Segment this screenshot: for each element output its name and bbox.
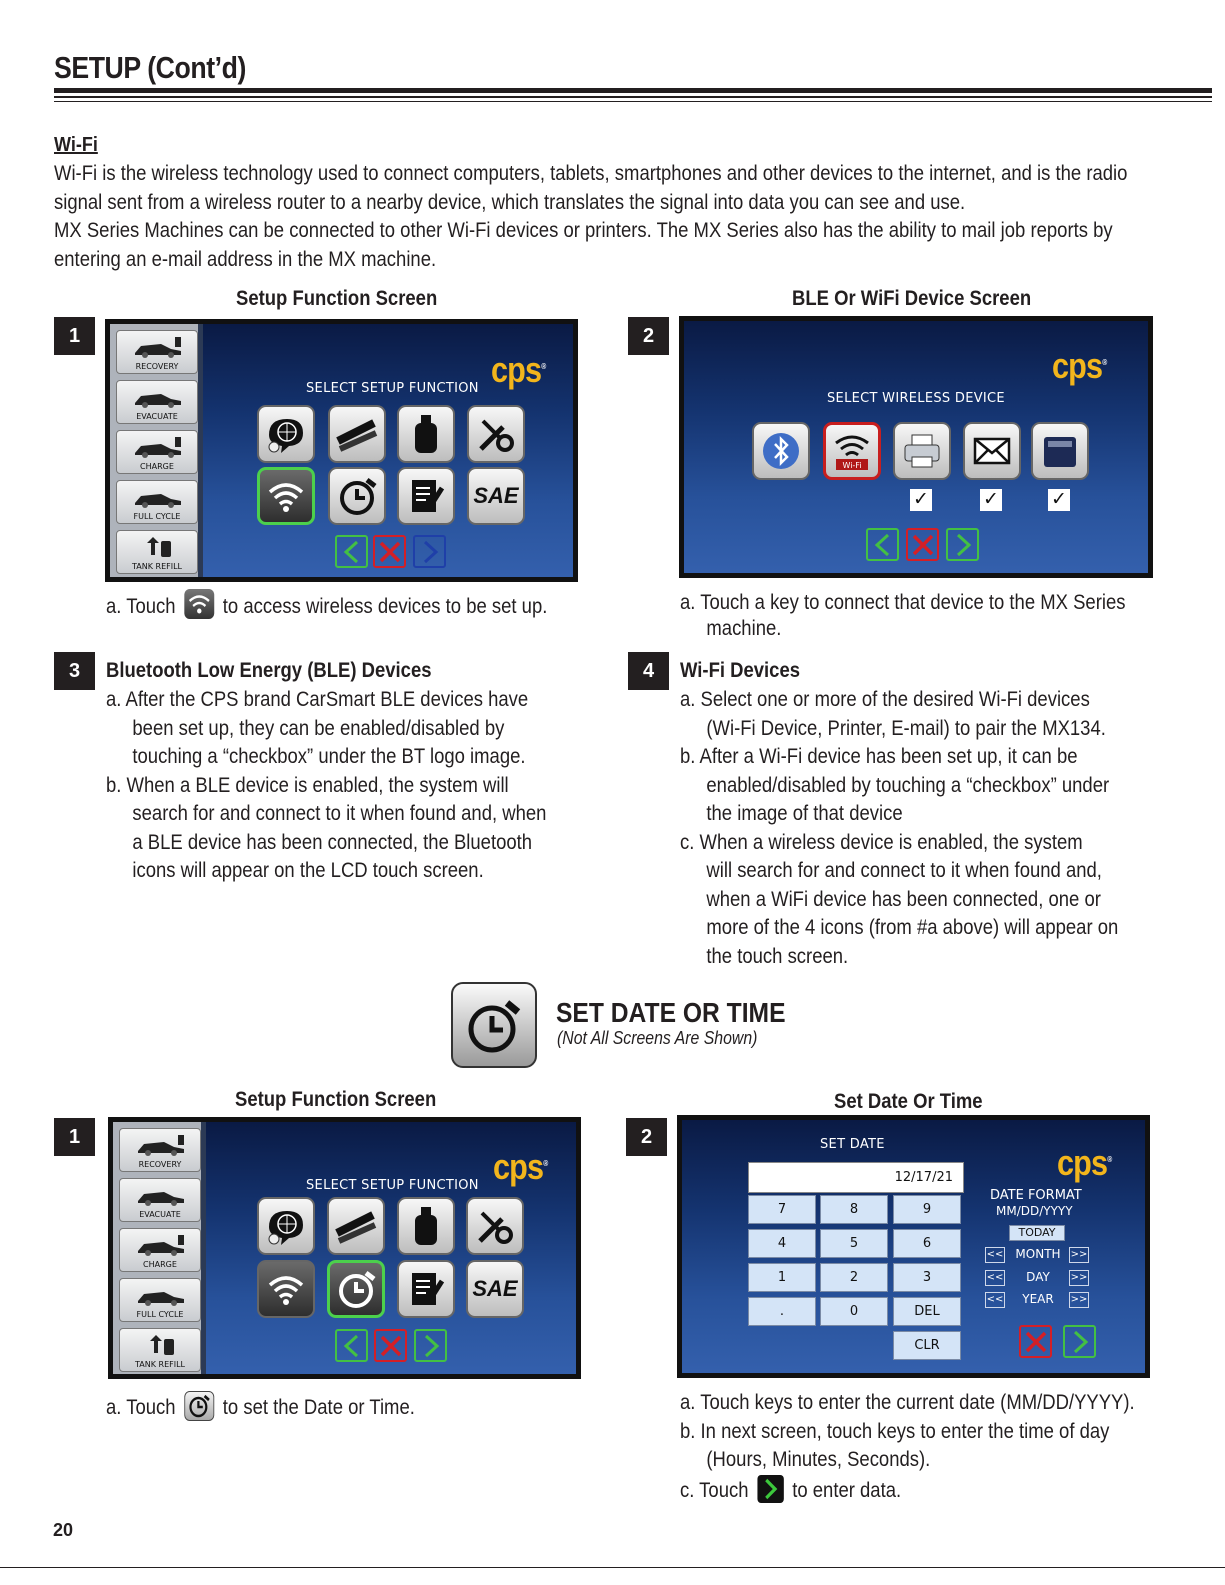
panel3-number-badge: 1 (54, 1118, 95, 1156)
key-5[interactable]: 5 (820, 1229, 888, 1258)
header-rule-thick (54, 88, 1212, 93)
enter-button[interactable] (1063, 1325, 1096, 1358)
screen-header: SET DATE (820, 1137, 885, 1152)
year-prev-button[interactable]: << (985, 1292, 1005, 1308)
panel1-step-a: a. Touch to access wireless devices to be set up. (106, 589, 547, 622)
date-time-large-icon (451, 982, 537, 1068)
hoses-icon[interactable] (328, 405, 386, 463)
panel4-caption: Set Date Or Time (834, 1090, 983, 1113)
screen-header: SELECT WIRELESS DEVICE (827, 391, 1005, 406)
panel2-number-badge: 2 (628, 317, 669, 355)
car-icon (134, 1183, 188, 1207)
set-date-screen (677, 1115, 1150, 1378)
key-3[interactable]: 3 (893, 1263, 961, 1292)
cps-logo: cps® (491, 349, 546, 390)
cps-logo: cps® (493, 1146, 548, 1187)
date-time-subtitle: (Not All Screens Are Shown) (557, 1028, 758, 1048)
wifi-device-icon[interactable] (823, 422, 881, 480)
cps-logo: cps® (1057, 1142, 1112, 1183)
panel2-caption: BLE Or WiFi Device Screen (792, 287, 1032, 310)
side-panel (113, 1122, 206, 1374)
car-icon (134, 1133, 188, 1157)
tools-icon[interactable] (467, 405, 525, 463)
full-cycle-button[interactable]: FULL CYCLE (119, 1278, 201, 1322)
wifi-paragraph-2: MX Series Machines can be connected to other Wi-Fi devices or printers. The MX Series also has the ability to mail job reports by entering an e-mail address in the MX machine. (54, 219, 1113, 271)
wifi-icon[interactable] (257, 1260, 315, 1318)
cancel-button[interactable] (906, 528, 939, 561)
panel2-step-a: a. Touch a key to connect that device to the MX Series machine. (680, 591, 1126, 640)
footer-rule (0, 1567, 1225, 1568)
day-next-button[interactable]: >> (1069, 1270, 1089, 1286)
today-button[interactable]: TODAY (1009, 1225, 1065, 1241)
key-2[interactable]: 2 (820, 1263, 888, 1292)
car-icon (131, 485, 185, 509)
cancel-button[interactable] (374, 1329, 407, 1362)
notes-icon[interactable] (397, 1260, 455, 1318)
key-0[interactable]: 0 (820, 1297, 888, 1326)
tank-icon[interactable] (397, 405, 455, 463)
evacuate-button[interactable]: EVACUATE (119, 1178, 201, 1222)
month-next-button[interactable]: >> (1069, 1247, 1089, 1263)
email-checkbox[interactable]: ✓ (980, 489, 1002, 511)
panel4-steps: a. Touch keys to enter the current date (MM/DD/YYYY). b. In next screen, touch keys to enter the time of day (Hours, Minutes, Seconds). c. Touch to enter data. (680, 1391, 1135, 1502)
panel3-caption: Setup Function Screen (235, 1088, 437, 1111)
day-prev-button[interactable]: << (985, 1270, 1005, 1286)
notes-icon[interactable] (397, 467, 455, 525)
printer-icon[interactable] (893, 422, 951, 480)
key-1[interactable]: 1 (748, 1263, 816, 1292)
key-6[interactable]: 6 (893, 1229, 961, 1258)
charge-button[interactable]: CHARGE (116, 430, 198, 474)
recovery-button[interactable]: RECOVERY (119, 1128, 201, 1172)
cancel-button[interactable] (1019, 1325, 1052, 1358)
report-printer-checkbox[interactable]: ✓ (1048, 489, 1070, 511)
wifi-icon (184, 589, 214, 619)
key-9[interactable]: 9 (893, 1195, 961, 1224)
clock-icon[interactable] (327, 1260, 385, 1318)
tank-refill-icon (131, 535, 185, 559)
key-clr[interactable]: CLR (893, 1331, 961, 1360)
panel1-number-badge: 1 (54, 317, 95, 355)
clock-icon (184, 1391, 214, 1421)
wireless-device-screen (679, 316, 1153, 578)
key-7[interactable]: 7 (748, 1195, 816, 1224)
header-rule-thin (54, 96, 1212, 98)
clock-icon[interactable] (328, 467, 386, 525)
section3-body: a. After the CPS brand CarSmart BLE devices have been set up, they can be enabled/disabled by touching a “checkbox” under the BT logo image. b. When a BLE device is enabled, the system will search for and connect to it when found and, when a BLE device has been connected, the Bluetooth icons will appear on the LCD touch screen. (106, 688, 547, 882)
screen-header: SELECT SETUP FUNCTION (306, 381, 479, 396)
back-button[interactable] (335, 1329, 368, 1362)
tank-refill-button[interactable]: TANK REFILL (119, 1328, 201, 1372)
key-8[interactable]: 8 (820, 1195, 888, 1224)
date-format-value: MM/DD/YYYY (996, 1204, 1073, 1218)
key-dot[interactable]: . (748, 1297, 816, 1326)
full-cycle-button[interactable]: FULL CYCLE (116, 480, 198, 524)
header-rule-thin-2 (54, 101, 1212, 102)
day-label: DAY (1026, 1270, 1050, 1284)
enter-arrow-icon (757, 1475, 783, 1503)
section4-body: a. Select one or more of the desired Wi-Fi devices (Wi-Fi Device, Printer, E-mail) to pair the MX134. b. After a Wi-Fi device has been set up, it can be enabled/disabled by touching a “checkbox” under the image of that device c. When a wireless device is enabled, the system will search for and connect to it when found and, when a WiFi device has been connected, one or more of the 4 icons (from #a above) will appear on the touch screen. (680, 688, 1119, 968)
sae-icon[interactable]: SAE (466, 1260, 524, 1318)
car-icon (131, 385, 185, 409)
forward-button[interactable] (946, 528, 979, 561)
year-label: YEAR (1022, 1292, 1054, 1306)
section3-heading: Bluetooth Low Energy (BLE) Devices (106, 659, 432, 682)
forward-button[interactable] (413, 535, 446, 568)
car-icon (134, 1283, 188, 1307)
section4-number-badge: 4 (628, 652, 669, 690)
wifi-heading: Wi-Fi (54, 134, 98, 156)
back-button[interactable] (866, 528, 899, 561)
section4-heading: Wi-Fi Devices (680, 659, 800, 682)
key-del[interactable]: DEL (893, 1297, 961, 1326)
date-display: 12/17/21 (748, 1162, 964, 1193)
email-icon[interactable] (963, 422, 1021, 480)
car-icon (134, 1233, 188, 1257)
recovery-button[interactable]: RECOVERY (116, 330, 198, 374)
section3-number-badge: 3 (54, 652, 95, 690)
year-next-button[interactable]: >> (1069, 1292, 1089, 1308)
wifi-paragraph-1: Wi-Fi is the wireless technology used to connect computers, tablets, smartphones and other devices to the internet, and is the radio signal sent from a wireless router to a nearby device, which translates the signal into data you can see and use. (54, 162, 1128, 214)
setup-function-screen (105, 319, 578, 582)
date-format-label: DATE FORMAT (990, 1188, 1082, 1203)
panel1-caption: Setup Function Screen (236, 287, 438, 310)
sae-icon[interactable]: SAE (467, 467, 525, 525)
key-4[interactable]: 4 (748, 1229, 816, 1258)
wifi-icon[interactable] (257, 467, 315, 525)
svg-text:Wi-Fi: Wi-Fi (842, 461, 862, 470)
back-button[interactable] (335, 535, 368, 568)
date-time-title: SET DATE OR TIME (556, 997, 786, 1028)
forward-button[interactable] (414, 1329, 447, 1362)
printer-checkbox[interactable]: ✓ (910, 489, 932, 511)
setup-function-screen-2 (108, 1117, 581, 1379)
page-title: SETUP (Cont’d) (54, 50, 246, 85)
hoses-icon[interactable] (327, 1197, 385, 1255)
side-panel (110, 324, 203, 577)
panel4-number-badge: 2 (626, 1118, 667, 1156)
tank-icon[interactable] (397, 1197, 455, 1255)
bluetooth-icon[interactable] (752, 422, 810, 480)
screen-header: SELECT SETUP FUNCTION (306, 1178, 479, 1193)
car-icon (131, 435, 185, 459)
panel3-step-a: a. Touch to set the Date or Time. (106, 1391, 415, 1423)
report-printer-icon[interactable] (1031, 422, 1089, 480)
month-label: MONTH (1015, 1247, 1061, 1261)
cancel-button[interactable] (373, 535, 406, 568)
globe-person-icon[interactable] (257, 405, 315, 463)
globe-person-icon[interactable] (257, 1197, 315, 1255)
cps-logo: cps® (1052, 345, 1107, 386)
evacuate-button[interactable]: EVACUATE (116, 380, 198, 424)
car-icon (131, 335, 185, 359)
page-number: 20 (53, 1520, 74, 1540)
tank-refill-button[interactable]: TANK REFILL (116, 530, 198, 574)
tank-refill-icon (134, 1333, 188, 1357)
tools-icon[interactable] (466, 1197, 524, 1255)
charge-button[interactable]: CHARGE (119, 1228, 201, 1272)
month-prev-button[interactable]: << (985, 1247, 1005, 1263)
